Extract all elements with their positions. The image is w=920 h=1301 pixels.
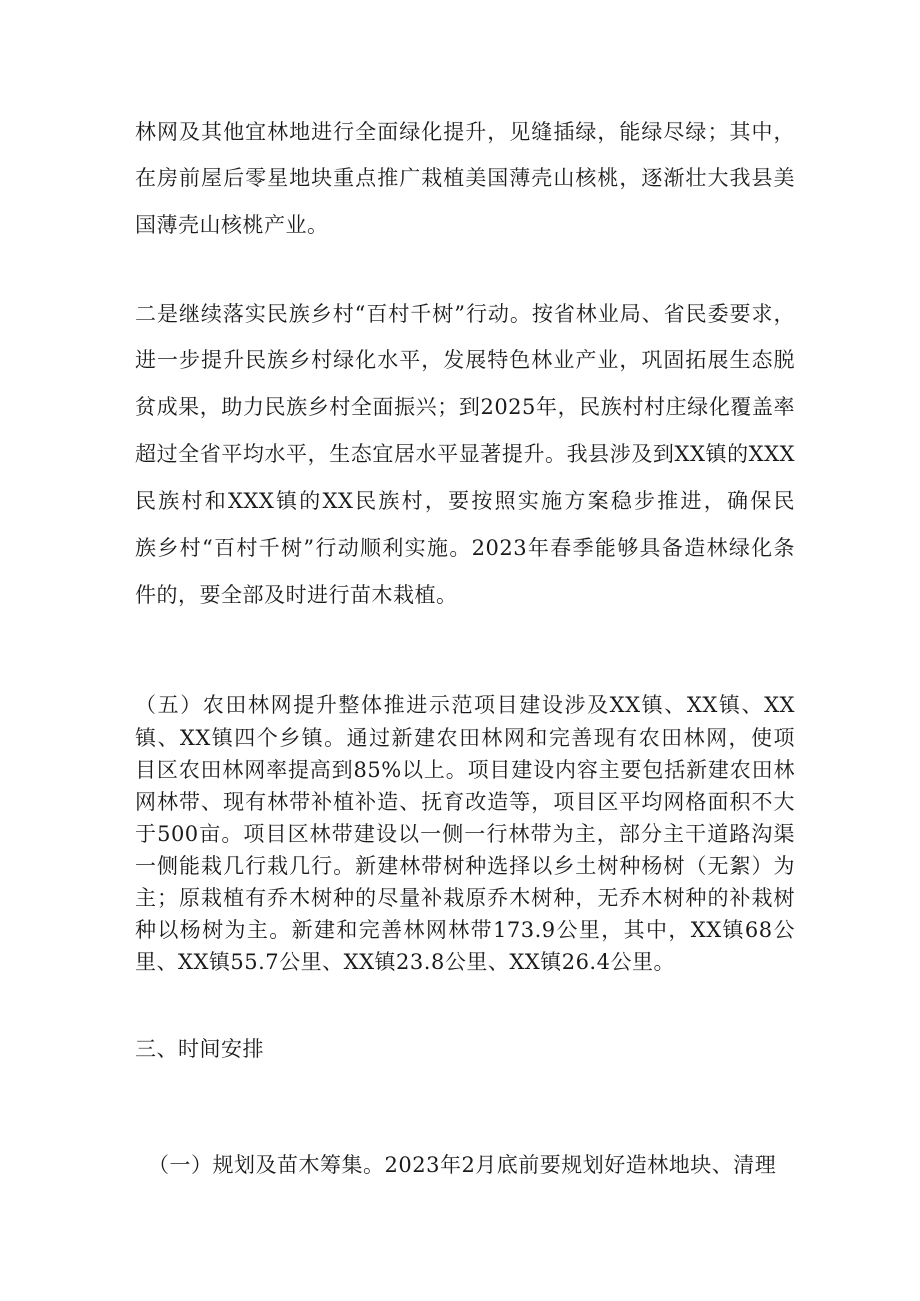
paragraph-3-line-5: 于500亩。项目区林带建设以一侧一行林带为主，部分主干道路沟渠 bbox=[135, 822, 795, 846]
paragraph-2-line-3: 贫成果，助力民族乡村全面振兴；到2025年，民族村村庄绿化覆盖率 bbox=[135, 395, 795, 419]
paragraph-2-line-2: 进一步提升民族乡村绿化水平，发展特色林业产业，巩固拓展生态脱 bbox=[135, 348, 795, 372]
paragraph-2-line-1: 二是继续落实民族乡村“百村千树”行动。按省林业局、省民委要求， bbox=[135, 302, 795, 326]
section-heading: 三、时间安排 bbox=[135, 1037, 264, 1061]
paragraph-3-line-6: 一侧能栽几行栽几行。新建林带树种选择以乡土树种杨树（无絮）为 bbox=[135, 854, 795, 878]
paragraph-3-line-9: 里、XX镇55.7公里、XX镇23.8公里、XX镇26.4公里。 bbox=[135, 950, 675, 974]
paragraph-3-line-2: 镇、XX镇四个乡镇。通过新建农田林网和完善现有农田林网，使项 bbox=[135, 726, 795, 750]
paragraph-1-line-3: 国薄壳山核桃产业。 bbox=[135, 213, 329, 237]
paragraph-2-line-6: 族乡村“百村千树”行动顺利实施。2023年春季能够具备造林绿化条 bbox=[135, 536, 795, 560]
paragraph-2-line-7: 件的，要全部及时进行苗木栽植。 bbox=[135, 583, 458, 607]
paragraph-3-line-7: 主；原栽植有乔木树种的尽量补栽原乔木树种，无乔木树种的补栽树 bbox=[135, 886, 795, 910]
paragraph-2-line-4: 超过全省平均水平，生态宜居水平显著提升。我县涉及到XX镇的XXX bbox=[135, 442, 795, 466]
paragraph-3-line-4: 网林带、现有林带补植补造、抚育改造等，项目区平均网格面积不大 bbox=[135, 790, 795, 814]
paragraph-1-line-1: 林网及其他宜林地进行全面绿化提升，见缝插绿，能绿尽绿；其中， bbox=[135, 120, 795, 144]
paragraph-2-line-5: 民族村和XXX镇的XX民族村，要按照实施方案稳步推进，确保民 bbox=[135, 489, 795, 513]
paragraph-3-line-8: 种以杨树为主。新建和完善林网林带173.9公里，其中，XX镇68公 bbox=[135, 918, 795, 942]
paragraph-1-line-2: 在房前屋后零星地块重点推广栽植美国薄壳山核桃，逐渐壮大我县美 bbox=[135, 166, 795, 190]
paragraph-3-line-1: （五）农田林网提升整体推进示范项目建设涉及XX镇、XX镇、XX bbox=[135, 693, 795, 717]
paragraph-4-line-1: （一）规划及苗木筹集。2023年2月底前要规划好造林地块、清理 bbox=[148, 1153, 777, 1177]
paragraph-3-line-3: 目区农田林网率提高到85%以上。项目建设内容主要包括新建农田林 bbox=[135, 758, 795, 782]
